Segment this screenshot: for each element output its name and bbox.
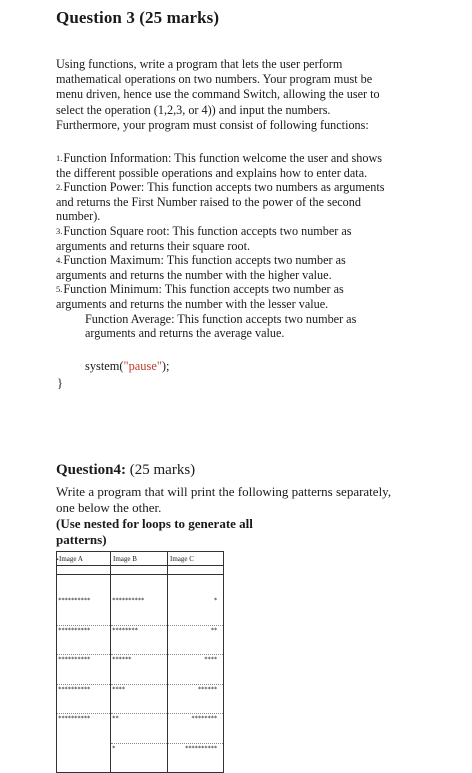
q4-text: . — [56, 548, 60, 563]
spacer-cell — [168, 566, 224, 575]
closing-brace: } — [57, 376, 63, 390]
list-text: Function Power: This function accepts two numbers as arguments — [63, 180, 385, 195]
spacer-cell — [111, 566, 168, 575]
code-string: "pause" — [123, 359, 162, 373]
list-item-square-root — [56, 224, 426, 239]
list-text: arguments and returns their square root. — [56, 238, 251, 253]
code-text: ); — [161, 359, 170, 373]
header-image-b: Image B — [111, 552, 168, 566]
pattern-row: ****** — [111, 654, 167, 665]
pattern-row: **** — [111, 684, 167, 695]
list-text: Function Square root: This function accepts two number as — [63, 223, 352, 238]
pattern-row: ********** — [168, 743, 223, 754]
header-image-a: Image A — [57, 552, 111, 566]
patterns-body-row — [57, 575, 224, 773]
list-text: arguments and returns the number with the higher value. — [56, 267, 332, 282]
list-number: 1. — [56, 153, 63, 163]
pattern-row: * — [213, 597, 217, 604]
pattern-row: **** — [168, 654, 223, 665]
list-item-information — [56, 151, 426, 166]
pattern-image-b — [111, 575, 168, 773]
question-4-label: Question4: — [56, 462, 127, 478]
list-item-power — [56, 180, 426, 195]
patterns-spacer-row — [57, 566, 224, 575]
code-text: system( — [85, 359, 124, 373]
pattern-row: ********** — [57, 654, 110, 665]
pattern-row: ****** — [168, 684, 223, 695]
q4-bold-text: (Use nested for loops to generate all — [56, 516, 253, 531]
intro-line: Furthermore, your program must consist of following functions: — [56, 117, 369, 132]
pattern-row: ********** — [112, 597, 145, 604]
q4-bold-text: patterns) — [56, 532, 107, 547]
list-text: the different possible operations and explains how to enter data. — [56, 165, 368, 180]
intro-line: mathematical operations on two numbers. Your program must be — [56, 72, 373, 87]
pattern-image-a — [57, 575, 111, 773]
list-number: 3. — [56, 225, 63, 236]
list-text: Function Minimum: This function accepts two number as — [63, 282, 344, 297]
pattern-row: ********** — [58, 597, 91, 604]
pattern-row: * — [111, 743, 167, 754]
list-text: Function Information: This function welcome the user and shows — [63, 151, 382, 165]
list-item-minimum — [56, 282, 426, 297]
pattern-row: ** — [168, 625, 223, 636]
list-text: arguments and returns the number with the lesser value. — [56, 296, 329, 311]
question-3-title: Question 3 (25 marks) — [56, 8, 220, 27]
list-item-average: Function Average: This function accepts two number as — [85, 311, 357, 326]
intro-line: Using functions, write a program that lets the user perform — [56, 57, 343, 71]
question-4-title — [56, 462, 195, 479]
q4-line: Write a program that will print the following patterns separately, — [56, 484, 392, 499]
list-number: 2. — [56, 182, 63, 193]
patterns-header-row — [57, 552, 224, 566]
function-list — [56, 151, 426, 341]
list-number: 5. — [56, 284, 63, 295]
list-text: number). — [56, 209, 101, 224]
intro-line: select the operation (1,2,3, or 4)) and input the numbers. — [56, 102, 331, 117]
question-3-intro — [56, 57, 416, 133]
list-item-maximum — [56, 253, 426, 268]
list-text: Function Maximum: This function accepts two number as — [63, 253, 346, 268]
list-text: arguments and returns the average value. — [85, 326, 285, 341]
q4-text: one below the other. — [56, 500, 162, 515]
pattern-image-c — [168, 575, 224, 773]
spacer-cell — [57, 566, 111, 575]
pattern-row: ********** — [57, 625, 110, 636]
system-pause-code — [85, 359, 169, 374]
list-text: and returns the First Number raised to the power of the second — [56, 194, 361, 209]
pattern-row: ********** — [57, 713, 110, 724]
pattern-row: ******** — [111, 625, 167, 636]
list-number: 4. — [56, 255, 63, 266]
header-image-c: Image C — [168, 552, 224, 566]
pattern-row: ** — [111, 713, 167, 724]
pattern-row: ******** — [168, 713, 223, 724]
question-4-marks: (25 marks) — [126, 462, 196, 478]
pattern-row: ********** — [57, 684, 110, 695]
patterns-table — [56, 551, 224, 773]
intro-line: menu driven, hence use the command Switch, allowing the user to — [56, 87, 380, 102]
q4-line — [56, 500, 436, 532]
